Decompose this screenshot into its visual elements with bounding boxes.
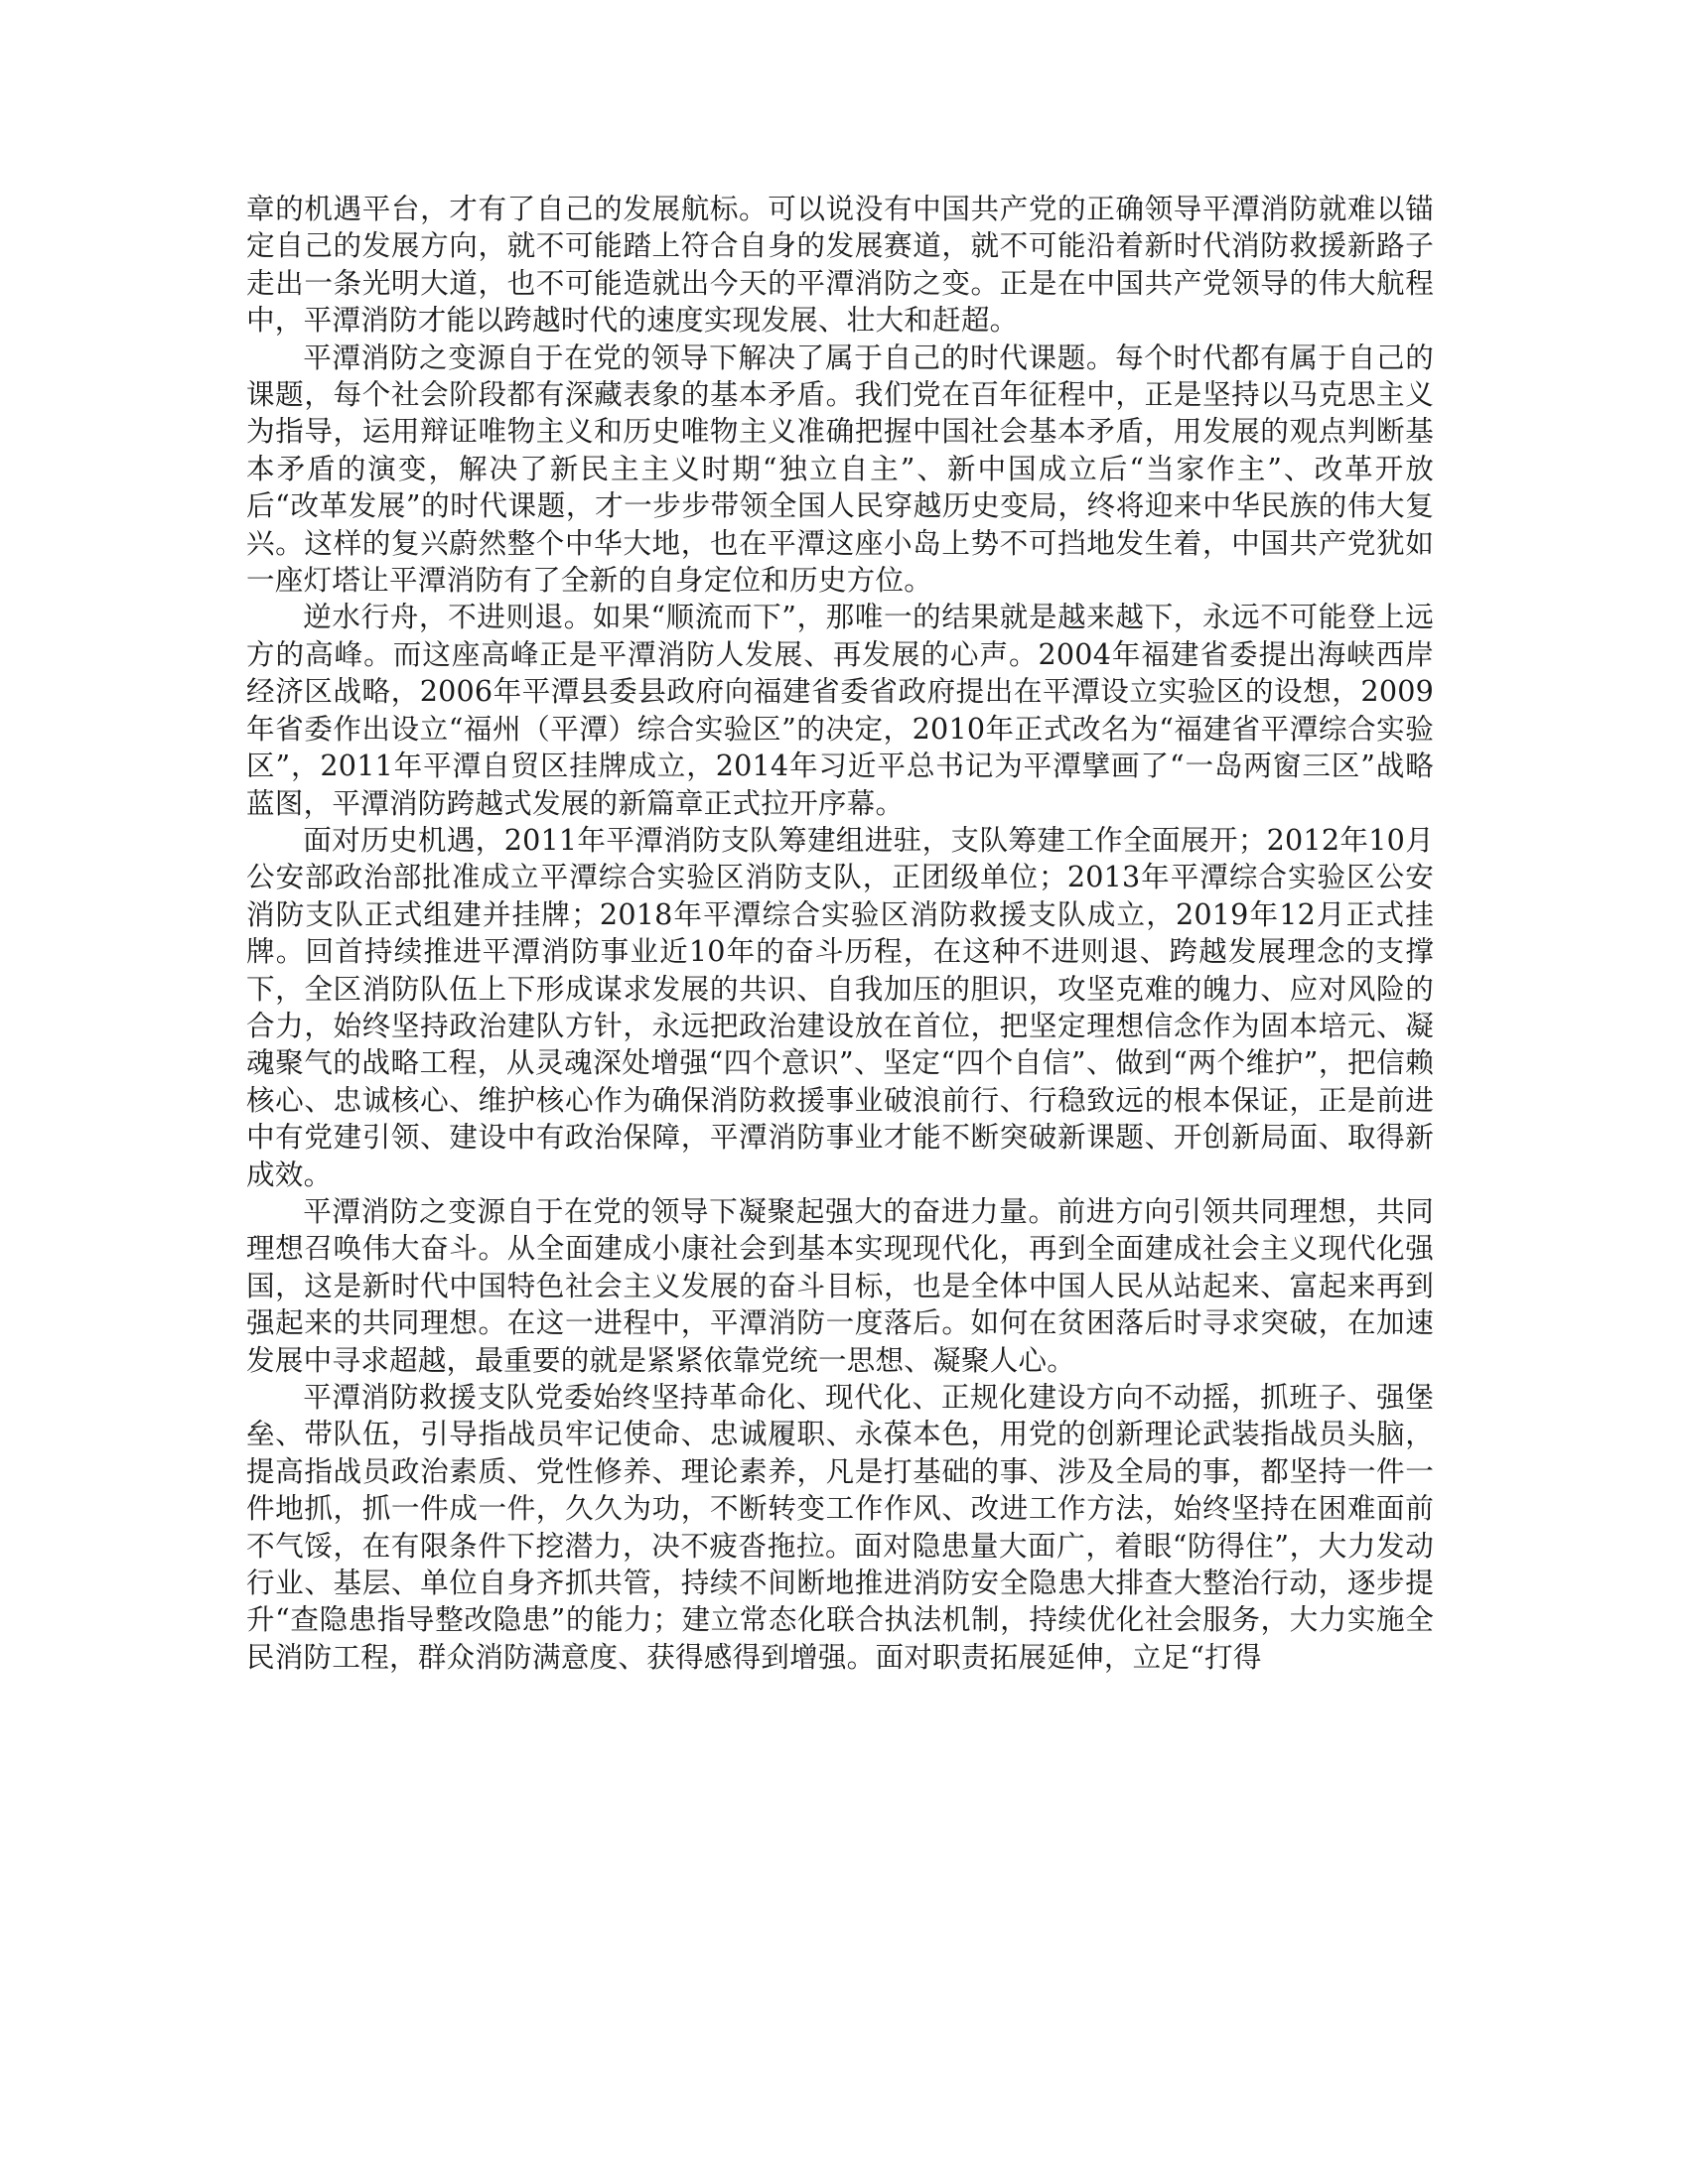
paragraph-against-current: 逆水行舟，不进则退。如果“顺流而下”，那唯一的结果就是越来越下，永远不可能登上远方的高峰。而这座高峰正是平潭消防人发展、再发展的心声。2004年福建省委提出海峡西岸经济区战略，2006年平潭县委县政府向福建省委省政府提出在平潭设立实验区的设想，2009年省委作出设立“福州（平潭）综合实验区”的决定，2010年正式改名为“福建省平潭综合实验区”，2011年平潭自贸区挂牌成立，2014年习近平总书记为平潭擘画了“一岛两窗三区”战略蓝图，平潭消防跨越式发展的新篇章正式拉开序幕。: [246, 600, 1434, 820]
paragraph-unifying-strength: 平潭消防之变源自于在党的领导下凝聚起强大的奋进力量。前进方向引领共同理想，共同理想召唤伟大奋斗。从全面建成小康社会到基本实现现代化，再到全面建成社会主义现代化强国，这是新时代中国特色社会主义发展的奋斗目标，也是全体中国人民从站起来、富起来再到强起来的共同理想。在这一进程中，平潭消防一度落后。如何在贫困落后时寻求突破，在加速发展中寻求超越，最重要的就是紧紧依靠党统一思想、凝聚人心。: [246, 1193, 1434, 1377]
paragraph-historic-opportunity: 面对历史机遇，2011年平潭消防支队筹建组进驻，支队筹建工作全面展开；2012年10月公安部政治部批准成立平潭综合实验区消防支队，正团级单位；2013年平潭综合实验区公安消防支队正式组建并挂牌；2018年平潭综合实验区消防救援支队成立，2019年12月正式挂牌。回首持续推进平潭消防事业近10年的奋斗历程，在这种不进则退、跨越发展理念的支撑下，全区消防队伍上下形成谋求发展的共识、自我加压的胆识，攻坚克难的魄力、应对风险的合力，始终坚持政治建队方针，永远把政治建设放在首位，把坚定理想信念作为固本培元、凝魂聚气的战略工程，从灵魂深处增强“四个意识”、坚定“四个自信”、做到“两个维护”，把信赖核心、忠诚核心、维护核心作为确保消防救援事业破浪前行、行稳致远的根本保证，正是前进中有党建引领、建设中有政治保障，平潭消防事业才能不断突破新课题、开创新局面、取得新成效。: [246, 822, 1434, 1191]
paragraph-era-topics: 平潭消防之变源自于在党的领导下解决了属于自己的时代课题。每个时代都有属于自己的课题，每个社会阶段都有深藏表象的基本矛盾。我们党在百年征程中，正是坚持以马克思主义为指导，运用辩证唯物主义和历史唯物主义准确把握中国社会基本矛盾，用发展的观点判断基本矛盾的演变，解决了新民主主义时期“独立自主”、新中国成立后“当家作主”、改革开放后“改革发展”的时代课题，才一步步带领全国人民穿越历史变局，终将迎来中华民族的伟大复兴。这样的复兴蔚然整个中华大地，也在平潭这座小岛上势不可挡地发生着，中国共产党犹如一座灯塔让平潭消防有了全新的自身定位和历史方位。: [246, 340, 1434, 598]
paragraph-continuation: 章的机遇平台，才有了自己的发展航标。可以说没有中国共产党的正确领导平潭消防就难以锚定自己的发展方向，就不可能踏上符合自身的发展赛道，就不可能沿着新时代消防救援新路子走出一条光明大道，也不可能造就出今天的平潭消防之变。正是在中国共产党领导的伟大航程中，平潭消防才能以跨越时代的速度实现发展、壮大和赶超。: [246, 192, 1434, 338]
paragraph-party-committee: 平潭消防救援支队党委始终坚持革命化、现代化、正规化建设方向不动摇，抓班子、强堡垒、带队伍，引导指战员牢记使命、忠诚履职、永葆本色，用党的创新理论武装指战员头脑，提高指战员政治素质、党性修养、理论素养，凡是打基础的事、涉及全局的事，都坚持一件一件地抓，抓一件成一件，久久为功，不断转变工作作风、改进工作方法，始终坚持在困难面前不气馁，在有限条件下挖潜力，决不疲沓拖拉。面对隐患量大面广，着眼“防得住”，大力发动行业、基层、单位自身齐抓共管，持续不间断地推进消防安全隐患大排查大整治行动，逐步提升“查隐患指导整改隐患”的能力；建立常态化联合执法机制，持续优化社会服务，大力实施全民消防工程，群众消防满意度、获得感得到增强。面对职责拓展延伸，立足“打得: [246, 1380, 1434, 1674]
document-body: [246, 191, 1434, 1676]
